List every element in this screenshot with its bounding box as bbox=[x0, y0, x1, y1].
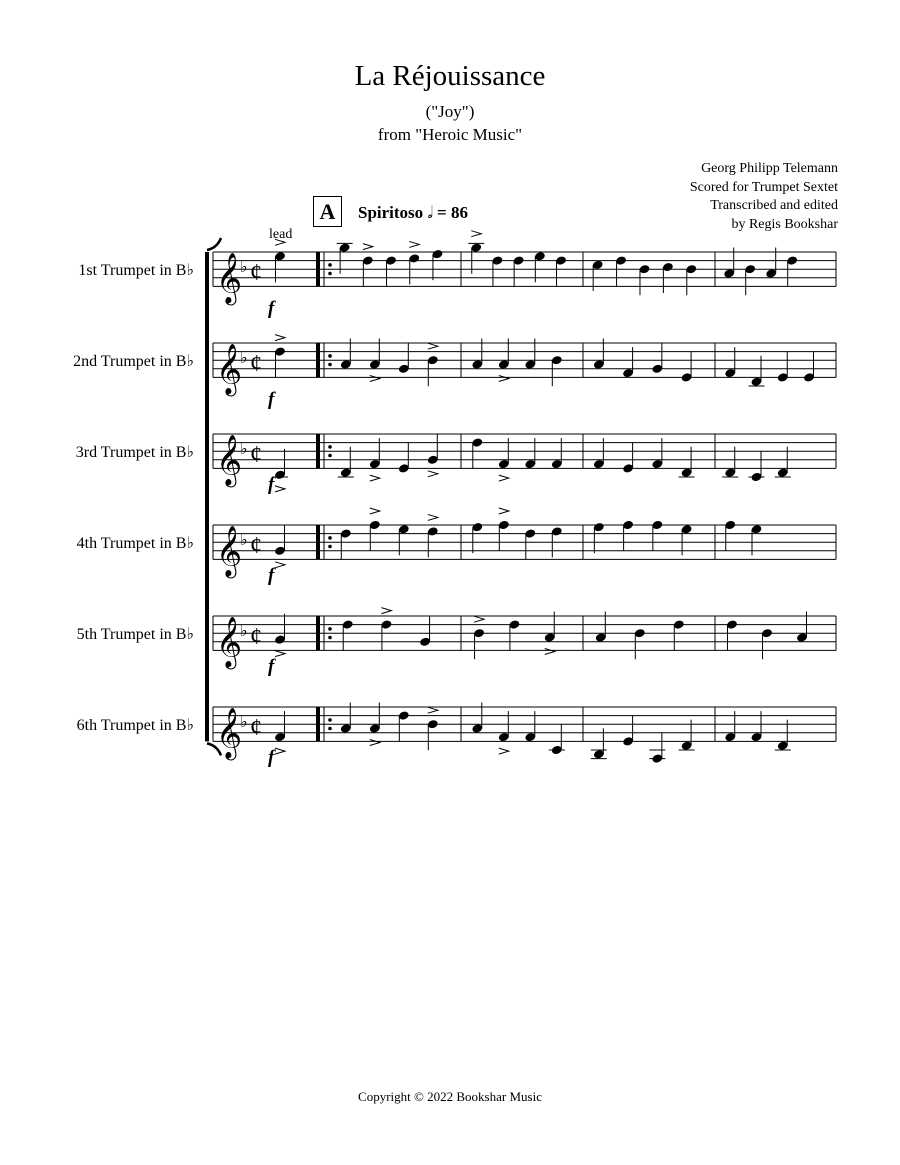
accent-mark bbox=[370, 508, 380, 514]
accent-mark bbox=[428, 514, 438, 520]
treble-clef-icon: 𝄞 bbox=[216, 525, 243, 577]
cut-time-icon: ¢ bbox=[250, 441, 262, 468]
rehearsal-mark: A bbox=[313, 196, 342, 227]
accent-mark bbox=[381, 608, 391, 614]
credit-line-editor: by Regis Bookshar bbox=[731, 216, 838, 232]
lead-text: lead bbox=[269, 227, 293, 242]
repeat-dot bbox=[328, 263, 332, 267]
accent-mark bbox=[363, 244, 373, 250]
accent-mark bbox=[275, 562, 285, 568]
dynamic-forte: f bbox=[268, 565, 275, 586]
treble-clef-icon: 𝄞 bbox=[216, 343, 243, 395]
copyright-notice: Copyright © 2022 Bookshar Music bbox=[358, 1089, 542, 1104]
half-note-icon: 𝅗𝅥 bbox=[427, 203, 433, 222]
dynamic-forte: f bbox=[268, 298, 275, 319]
accent-mark bbox=[499, 475, 509, 481]
accent-mark bbox=[474, 616, 484, 622]
accent-mark bbox=[370, 376, 380, 382]
repeat-dot bbox=[328, 536, 332, 540]
flat-icon: ♭ bbox=[240, 439, 248, 459]
staff-label-6: 6th Trumpet in B♭ bbox=[76, 717, 194, 734]
flat-icon: ♭ bbox=[240, 348, 248, 368]
repeat-thick-barline bbox=[316, 525, 320, 559]
score-title: La Réjouissance bbox=[354, 60, 546, 92]
repeat-dot bbox=[328, 354, 332, 358]
accent-mark bbox=[499, 748, 509, 754]
repeat-dot bbox=[328, 627, 332, 631]
repeat-thick-barline bbox=[316, 434, 320, 468]
staff-lines bbox=[213, 252, 836, 741]
repeat-thick-barline bbox=[316, 252, 320, 286]
flat-icon: ♭ bbox=[240, 621, 248, 641]
accent-mark bbox=[409, 241, 419, 247]
dynamic-forte: f bbox=[268, 389, 275, 410]
staff-label-1: 1st Trumpet in B♭ bbox=[78, 262, 194, 279]
credit-line-scoring: Scored for Trumpet Sextet bbox=[689, 179, 838, 195]
flat-icon: ♭ bbox=[240, 257, 248, 277]
notation-marks bbox=[207, 231, 836, 768]
treble-clef-icon: 𝄞 bbox=[216, 252, 243, 304]
flat-icon: ♭ bbox=[240, 712, 248, 732]
cut-time-icon: ¢ bbox=[250, 350, 262, 377]
staff-label-5: 5th Trumpet in B♭ bbox=[76, 626, 194, 643]
treble-clef-icon: 𝄞 bbox=[216, 707, 243, 759]
cut-time-icon: ¢ bbox=[250, 532, 262, 559]
treble-clef-icon: 𝄞 bbox=[216, 616, 243, 668]
staff-label-3: 3rd Trumpet in B♭ bbox=[75, 444, 194, 461]
staff-label-2: 2nd Trumpet in B♭ bbox=[73, 353, 194, 370]
accent-mark bbox=[428, 471, 438, 477]
accent-mark bbox=[275, 239, 285, 245]
accent-mark bbox=[275, 486, 285, 492]
treble-clef-icon: 𝄞 bbox=[216, 434, 243, 486]
flat-icon: ♭ bbox=[240, 530, 248, 550]
score-source: from "Heroic Music" bbox=[377, 125, 523, 144]
credit-line-transcription: Transcribed and edited bbox=[710, 198, 838, 213]
cut-time-icon: ¢ bbox=[250, 259, 262, 286]
accent-mark bbox=[275, 748, 285, 754]
accent-mark bbox=[275, 651, 285, 657]
accent-mark bbox=[370, 740, 380, 746]
score-subtitle: ("Joy") bbox=[425, 102, 475, 121]
credit-line-composer: Georg Philipp Telemann bbox=[701, 161, 838, 176]
accent-mark bbox=[370, 475, 380, 481]
repeat-dot bbox=[328, 445, 332, 449]
repeat-thick-barline bbox=[316, 343, 320, 377]
tempo-text: Spiritoso bbox=[358, 203, 424, 222]
tempo-value: = 86 bbox=[437, 203, 468, 222]
accent-mark bbox=[428, 343, 438, 349]
accent-mark bbox=[499, 376, 509, 382]
repeat-dot bbox=[328, 363, 332, 367]
repeat-dot bbox=[328, 718, 332, 722]
dynamic-forte: f bbox=[268, 474, 275, 495]
cut-time-icon: ¢ bbox=[250, 714, 262, 741]
dynamic-forte: f bbox=[268, 747, 275, 768]
repeat-dot bbox=[328, 636, 332, 640]
repeat-dot bbox=[328, 454, 332, 458]
staff-label-4: 4th Trumpet in B♭ bbox=[76, 535, 194, 552]
repeat-dot bbox=[328, 727, 332, 731]
accent-mark bbox=[275, 335, 285, 341]
accent-mark bbox=[545, 649, 555, 655]
repeat-thick-barline bbox=[316, 616, 320, 650]
accent-mark bbox=[471, 231, 481, 237]
bracket-top-hook bbox=[207, 238, 221, 250]
accent-mark bbox=[499, 508, 509, 514]
dynamic-forte: f bbox=[268, 656, 275, 677]
repeat-dot bbox=[328, 272, 332, 276]
accent-mark bbox=[428, 707, 438, 713]
repeat-thick-barline bbox=[316, 707, 320, 741]
cut-time-icon: ¢ bbox=[250, 623, 262, 650]
repeat-dot bbox=[328, 545, 332, 549]
